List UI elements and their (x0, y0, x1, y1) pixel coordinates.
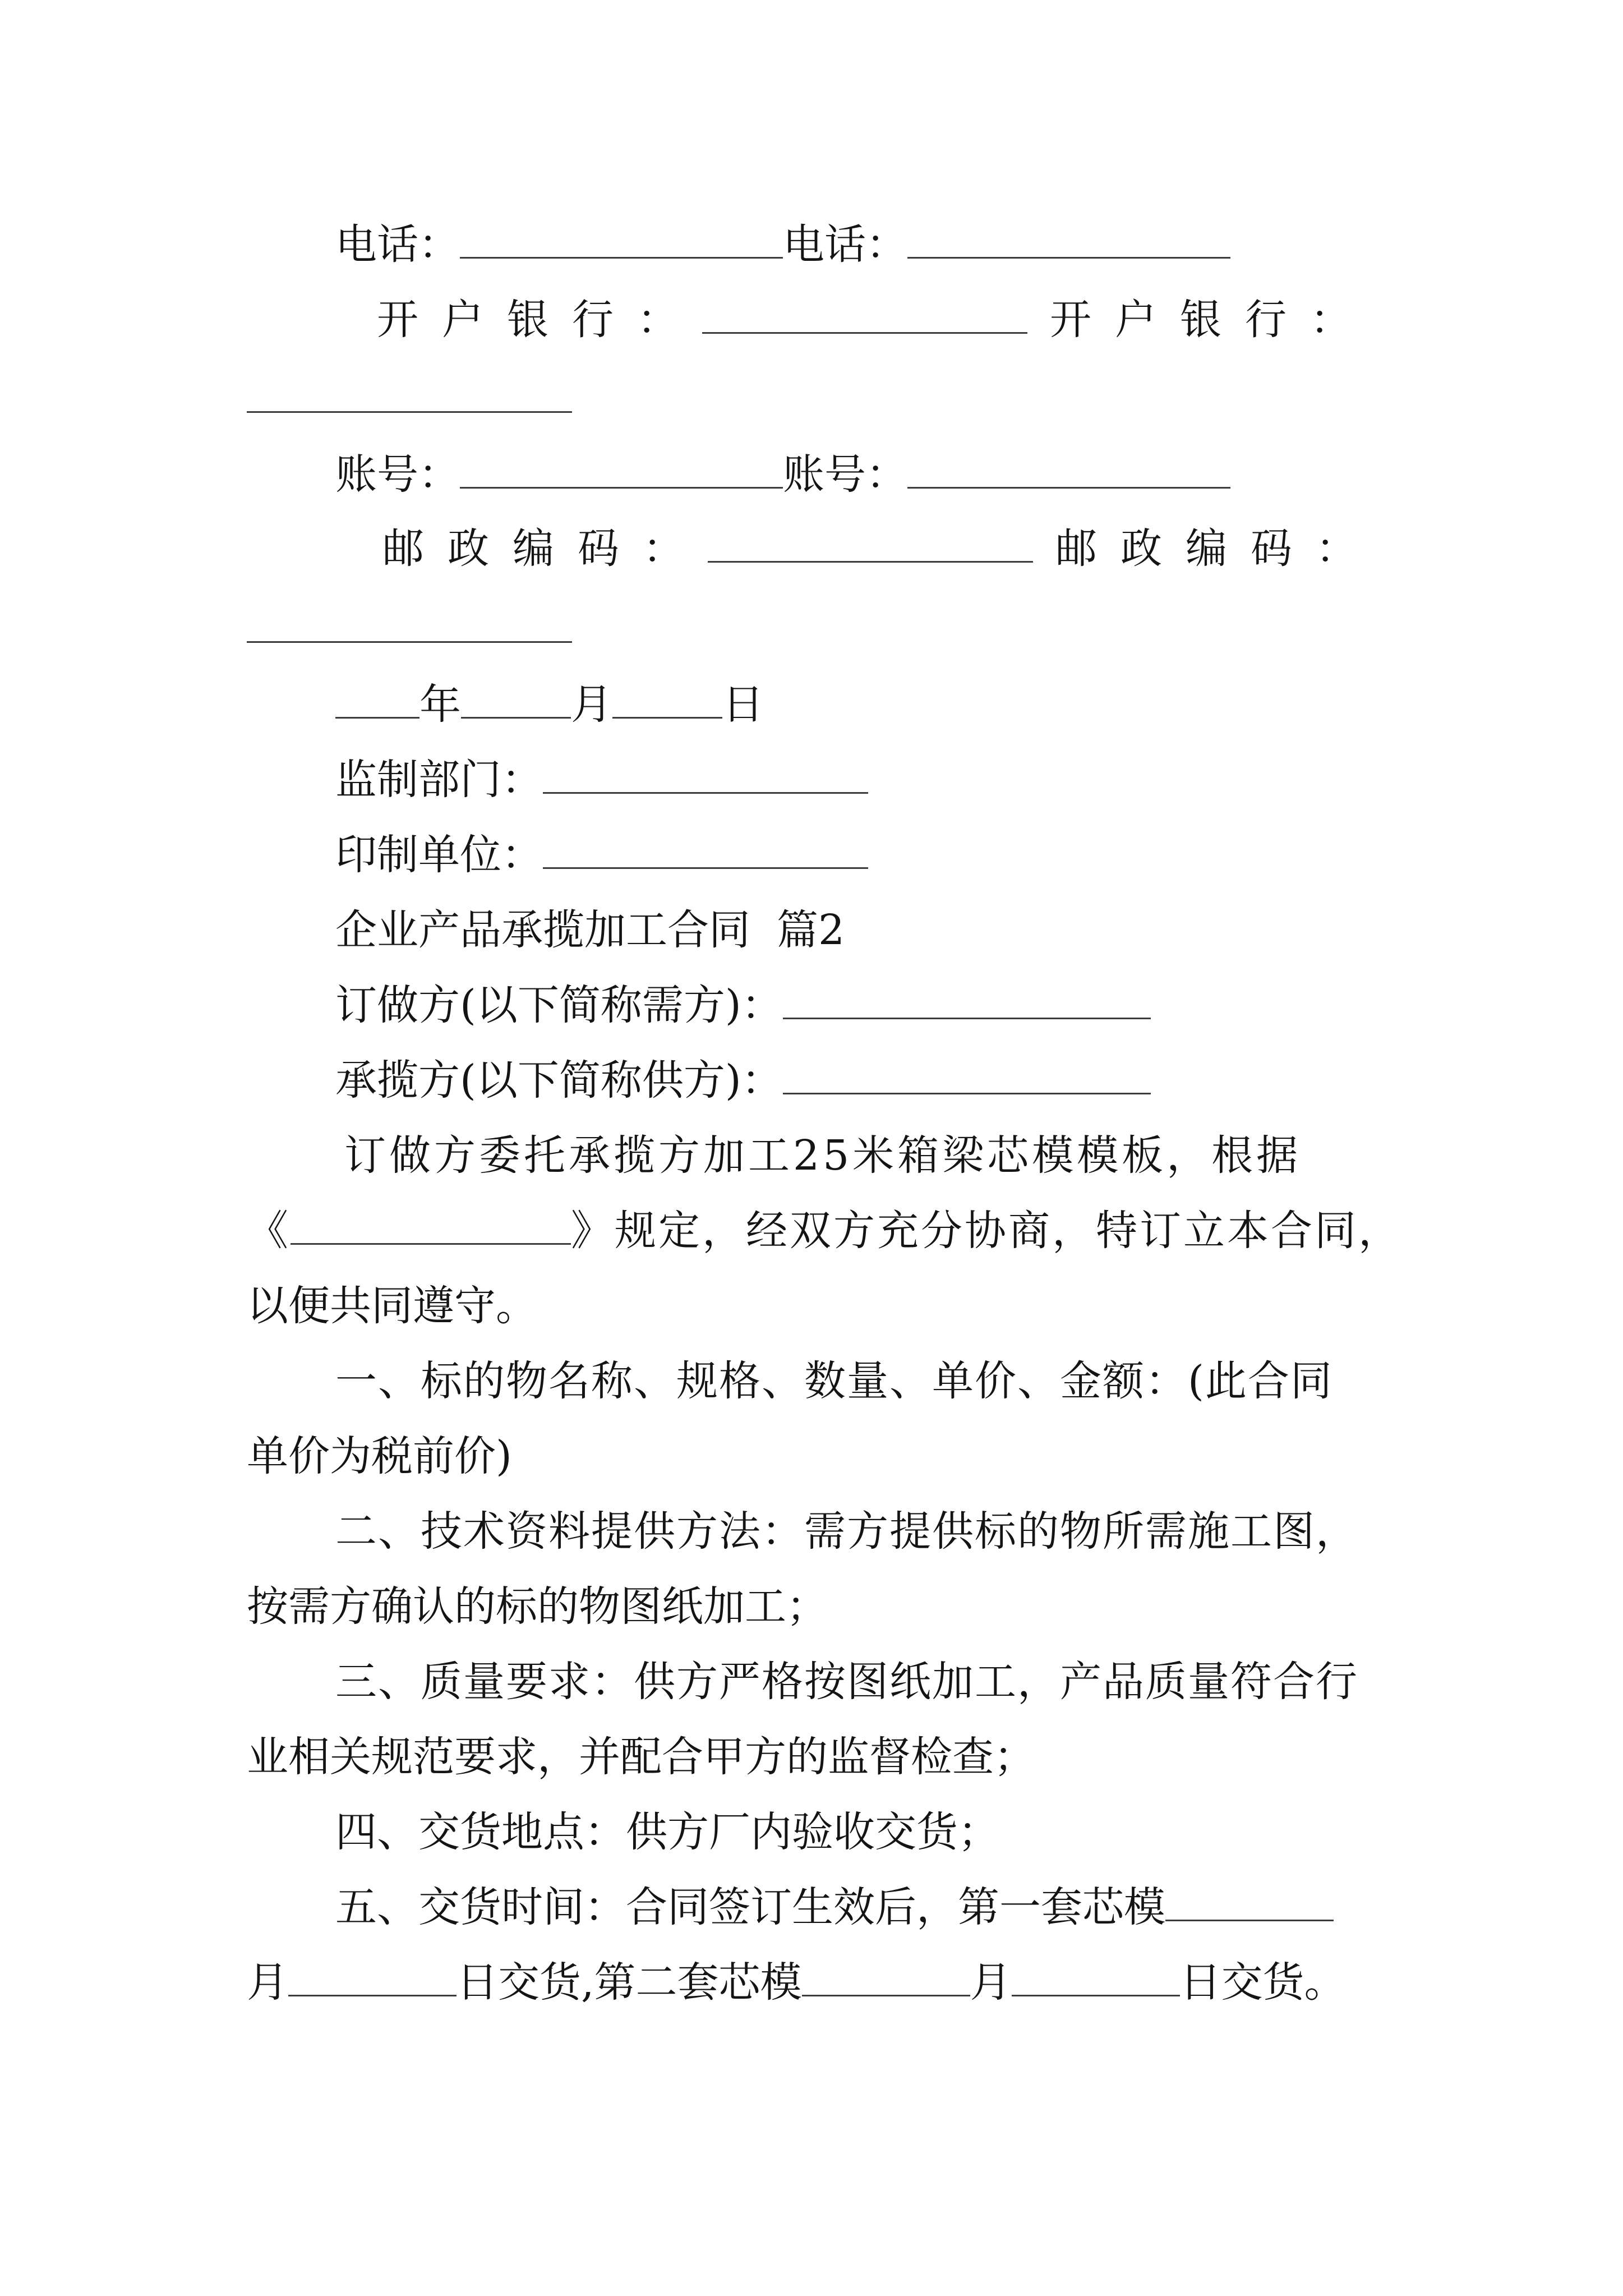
intro-line-1: 订做方委托承揽方加工25米箱梁芯模模板，根据 (344, 1131, 1302, 1180)
regulation-blank (291, 1208, 571, 1245)
postal-label-party-b: 邮政编码： (1055, 524, 1381, 573)
year-blank (335, 682, 419, 719)
supervision-dept-blank (543, 757, 868, 794)
bank-label-party-a: 开户银行： (377, 296, 702, 344)
month-label: 月 (571, 680, 612, 729)
year-label: 年 (419, 680, 461, 729)
clause-4: 四、交货地点：供方厂内验收交货； (335, 1808, 999, 1856)
postal-label-party-a: 邮政编码： (382, 524, 708, 573)
first-set-month-blank (1165, 1885, 1334, 1921)
clause-5-end-text: 日交货。 (1179, 1958, 1346, 2007)
bank-label-party-b: 开户银行： (1050, 296, 1375, 344)
contractor-blank (783, 1058, 1151, 1094)
contractor-label: 承揽方(以下简称供方)： (335, 1056, 783, 1105)
bank-blank-party-b (247, 409, 572, 413)
second-contract-title: 企业产品承揽加工合同 篇2 (335, 906, 845, 954)
account-blank-party-a (460, 452, 783, 489)
account-label-party-a: 账号： (335, 450, 460, 499)
phone-blank-party-a (460, 222, 783, 259)
clause-5-line-2 (247, 1954, 1346, 2010)
first-set-day-blank (288, 1960, 457, 1996)
intro-open-bracket: 《 (247, 1207, 291, 1255)
phone-label-party-b: 电话： (783, 220, 907, 269)
intro-line-2 (247, 1203, 1402, 1259)
account-line (335, 447, 1230, 503)
orderer-label: 订做方(以下简称需方)： (335, 981, 783, 1029)
account-blank-party-b (907, 452, 1230, 489)
supervision-dept-label: 监制部门： (335, 756, 543, 804)
clause-5-month-label: 月 (247, 1958, 288, 2007)
day-label: 日 (722, 680, 764, 729)
postal-line (382, 521, 1381, 577)
date-line (335, 677, 764, 733)
clause-3-line-1: 三、质量要求：供方严格按图纸加工，产品质量符合行 (335, 1658, 1358, 1706)
phone-blank-party-b (907, 222, 1230, 259)
clause-2-line-2: 按需方确认的标的物图纸加工； (247, 1582, 828, 1631)
clause-3-line-2: 业相关规范要求，并配合甲方的监督检查； (247, 1733, 1035, 1781)
postal-blank-party-b (247, 639, 572, 643)
printer-blank (543, 832, 868, 869)
contractor-line (335, 1052, 1151, 1108)
second-set-day-blank (1012, 1960, 1180, 1996)
account-label-party-b: 账号： (783, 450, 907, 499)
bank-blank-party-a (702, 297, 1027, 334)
postal-blank-party-a (708, 526, 1033, 563)
clause-5-line-1 (335, 1879, 1334, 1935)
month-blank (461, 682, 571, 719)
second-set-month-blank (802, 1960, 970, 1996)
day-blank (612, 682, 722, 719)
bank-line (377, 292, 1375, 348)
clause-2-line-1: 二、技术资料提供方法：需方提供标的物所需施工图， (335, 1507, 1358, 1556)
printer-line (335, 827, 868, 883)
supervision-dept-line (335, 752, 868, 808)
intro-line-3: 以便共同遵守。 (247, 1282, 537, 1330)
phone-line (335, 217, 1230, 273)
phone-label-party-a: 电话： (335, 220, 460, 269)
printer-label: 印制单位： (335, 831, 543, 879)
clause-5-second-set-text: 日交货,第二套芯模 (457, 1958, 802, 2007)
clause-1-line-2: 单价为税前价) (247, 1432, 512, 1480)
intro-line-2-rest: 》规定，经双方充分协商，特订立本合同， (571, 1207, 1402, 1255)
orderer-line (335, 977, 1151, 1033)
clause-5-month2-label: 月 (970, 1958, 1012, 2007)
orderer-blank (783, 983, 1151, 1019)
clause-1-line-1: 一、标的物名称、规格、数量、单价、金额：(此合同 (335, 1357, 1333, 1405)
clause-5-text: 五、交货时间：合同签订生效后，第一套芯模 (335, 1883, 1165, 1931)
